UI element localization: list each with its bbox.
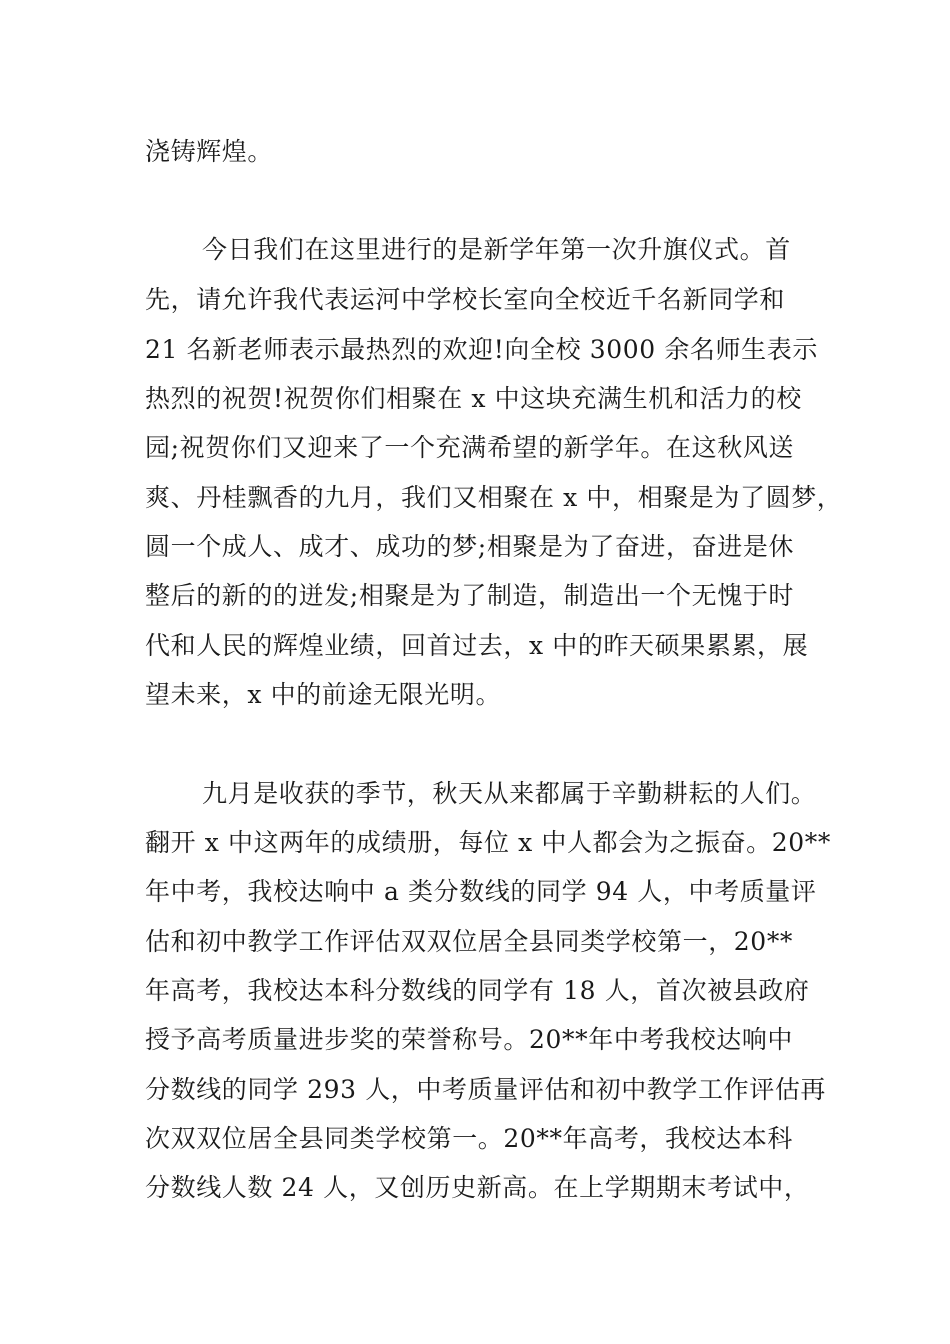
paragraph-3-line-8: 次双双位居全县同类学校第一。20**年高考，我校达本科 (145, 1124, 794, 1153)
paragraph-3-line-9: 分数线人数 24 人，又创历史新高。在上学期期末考试中， (145, 1173, 810, 1202)
paragraph-2-line-6: 爽、丹桂飘香的九月，我们又相聚在 x 中，相聚是为了圆梦， (145, 483, 843, 512)
paragraph-3-line-2: 翻开 x 中这两年的成绩册，每位 x 中人都会为之振奋。20** (145, 828, 831, 857)
paragraph-3-line-3: 年中考，我校达响中 a 类分数线的同学 94 人，中考质量评 (145, 877, 817, 906)
paragraph-2-line-1: 今日我们在这里进行的是新学年第一次升旗仪式。首 (202, 235, 791, 264)
paragraph-2-line-5: 园;祝贺你们又迎来了一个充满希望的新学年。在这秋风送 (145, 433, 795, 462)
paragraph-2-line-4: 热烈的祝贺!祝贺你们相聚在 x 中这块充满生机和活力的校 (145, 384, 802, 413)
paragraph-3-line-1: 九月是收获的季节，秋天从来都属于辛勤耕耘的人们。 (202, 779, 817, 808)
paragraph-3-line-4: 估和初中教学工作评估双双位居全县同类学校第一，20** (145, 927, 794, 956)
paragraph-1-line-1: 浇铸辉煌。 (145, 137, 274, 166)
paragraph-2-line-2: 先，请允许我代表运河中学校长室向全校近千名新同学和 (145, 285, 786, 314)
paragraph-3-line-6: 授予高考质量进步奖的荣誉称号。20**年中考我校达响中 (145, 1025, 794, 1054)
paragraph-2-line-3: 21 名新老师表示最热烈的欢迎!向全校 3000 余名师生表示 (145, 335, 818, 364)
paragraph-2-line-9: 代和人民的辉煌业绩，回首过去，x 中的昨天硕果累累，展 (145, 631, 809, 660)
paragraph-3-line-5: 年高考，我校达本科分数线的同学有 18 人，首次被县政府 (145, 976, 810, 1005)
paragraph-2-line-8: 整后的新的的迸发;相聚是为了制造，制造出一个无愧于时 (145, 581, 795, 610)
paragraph-3-line-7: 分数线的同学 293 人，中考质量评估和初中教学工作评估再 (145, 1075, 827, 1104)
paragraph-2-line-10: 望未来，x 中的前途无限光明。 (145, 680, 502, 709)
paragraph-2-line-7: 圆一个成人、成才、成功的梦;相聚是为了奋进，奋进是休 (145, 532, 795, 561)
